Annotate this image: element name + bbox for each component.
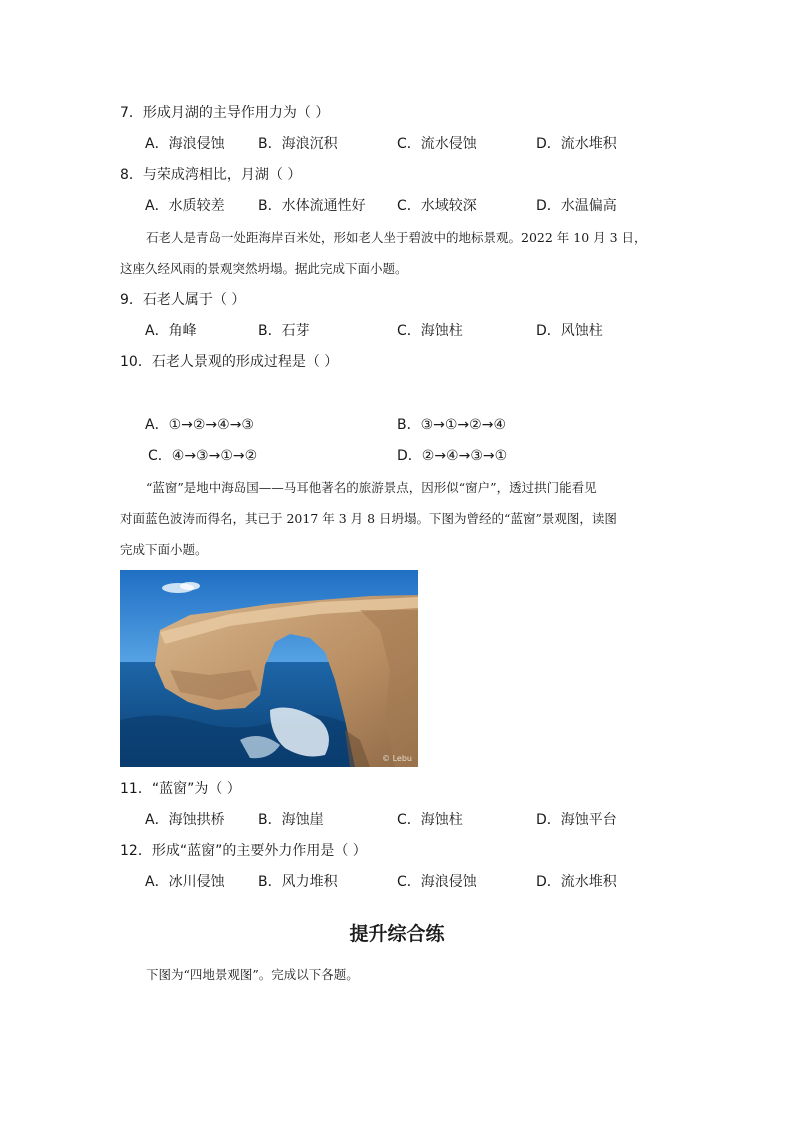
- q12-option-a: A．冰川侵蚀: [145, 874, 225, 890]
- section-title: 提升综合练: [349, 923, 445, 945]
- q11-option-c: C．海蚀柱: [397, 812, 463, 828]
- q8-option-c: C．水域较深: [397, 198, 477, 214]
- q10-option-c: C．④→③→①→②: [148, 448, 258, 464]
- q9-option-b: B．石芽: [258, 323, 310, 339]
- q11-option-b: B．海蚀崖: [258, 812, 324, 828]
- passage2-line3: 完成下面小题。: [120, 542, 208, 557]
- q12-option-c: C．海浪侵蚀: [397, 874, 477, 890]
- q10-option-a: A．①→②→④→③: [145, 417, 254, 433]
- q7-option-a: A．海浪侵蚀: [145, 136, 225, 152]
- q9-stem: 9．石老人属于（ ）: [120, 292, 246, 308]
- q10-option-b: B．③→①→②→④: [397, 417, 506, 433]
- passage1-line1: 石老人是青岛一处距海岸百米处，形如老人坐于碧波中的地标景观。2022 年 10 月 3 日，: [146, 230, 647, 245]
- q10-option-d: D．②→④→③→①: [397, 448, 508, 464]
- q7-stem: 7．形成月湖的主导作用力为（ ）: [120, 105, 330, 121]
- q7-option-d: D．流水堆积: [536, 136, 617, 152]
- q8-option-a: A．水质较差: [145, 198, 225, 214]
- q9-option-c: C．海蚀柱: [397, 323, 463, 339]
- q12-option-d: D．流水堆积: [536, 874, 617, 890]
- q9-option-a: A．角峰: [145, 323, 197, 339]
- q7-option-b: B．海浪沉积: [258, 136, 338, 152]
- q12-stem: 12．形成“蓝窗”的主要外力作用是（ ）: [120, 843, 367, 859]
- q8-option-d: D．水温偏高: [536, 198, 617, 214]
- q8-stem: 8．与荣成湾相比，月湖（ ）: [120, 167, 302, 183]
- q11-stem: 11．“蓝窗”为（ ）: [120, 781, 241, 797]
- azure-window-illustration: [120, 570, 418, 767]
- section-intro: 下图为“四地景观图”。完成以下各题。: [146, 967, 359, 982]
- q10-stem: 10．石老人景观的形成过程是（ ）: [120, 354, 339, 370]
- passage1-line2: 这座久经风雨的景观突然坍塌。据此完成下面小题。: [120, 261, 408, 276]
- q12-option-b: B．风力堆积: [258, 874, 338, 890]
- passage2-line2: 对面蓝色波涛而得名，其已于 2017 年 3 月 8 日坍塌。下图为曾经的“蓝窗”景观图，读图: [120, 511, 617, 526]
- q7-option-c: C．流水侵蚀: [397, 136, 477, 152]
- photo-watermark: © Lebu: [382, 754, 412, 763]
- passage2-line1: “蓝窗”是地中海岛国——马耳他著名的旅游景点，因形似“窗户”，透过拱门能看见: [146, 480, 597, 495]
- q9-option-d: D．风蚀柱: [536, 323, 603, 339]
- q11-option-a: A．海蚀拱桥: [145, 812, 225, 828]
- q8-option-b: B．水体流通性好: [258, 198, 366, 214]
- q11-option-d: D．海蚀平台: [536, 812, 617, 828]
- azure-window-photo: [120, 570, 418, 767]
